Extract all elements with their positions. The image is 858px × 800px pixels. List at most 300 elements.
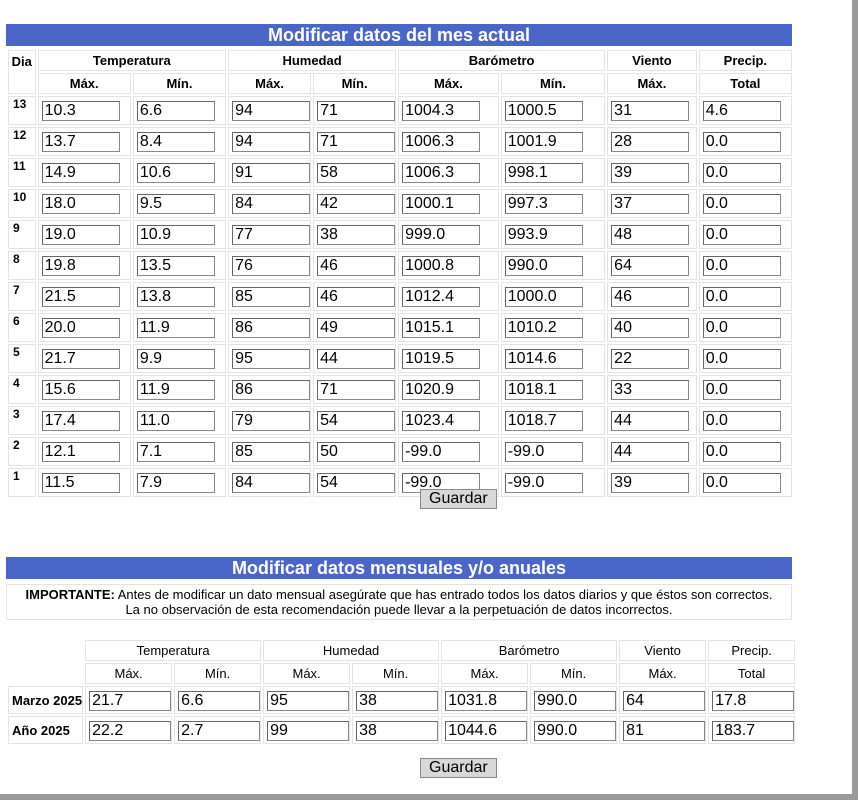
day-label: 6 xyxy=(8,313,36,342)
barometer-header: Barómetro xyxy=(398,50,605,71)
daily-cell xyxy=(228,437,311,466)
monthly-humidity-min-input[interactable] xyxy=(356,691,438,711)
daily-cell xyxy=(607,96,697,125)
barometer-min-subheader: Mín. xyxy=(501,73,605,94)
monthly-cell xyxy=(708,686,795,714)
humidity-max-input[interactable] xyxy=(232,411,310,431)
monthly-cell xyxy=(85,686,172,714)
humidity-min-input[interactable] xyxy=(317,163,395,183)
daily-cell xyxy=(133,127,226,156)
daily-cell xyxy=(133,282,226,311)
daily-cell xyxy=(313,251,396,280)
barometer-max-input[interactable] xyxy=(402,101,480,121)
humidity-max-input[interactable] xyxy=(232,380,310,400)
monthly-humidity-max-input[interactable] xyxy=(267,691,349,711)
barometer-max-input[interactable] xyxy=(402,132,480,152)
daily-cell xyxy=(133,344,226,373)
monthly-barometer-min-subheader: Mín. xyxy=(530,663,617,684)
daily-cell xyxy=(228,158,311,187)
daily-cell xyxy=(38,375,131,404)
temp-min-input[interactable] xyxy=(137,225,215,245)
monthly-temp-min-input[interactable] xyxy=(178,721,260,741)
daily-cell xyxy=(398,406,499,435)
monthly-subheader-row xyxy=(8,663,795,684)
monthly-humidity-min-subheader: Mín. xyxy=(352,663,439,684)
wind-header: Viento xyxy=(607,50,697,71)
daily-cell xyxy=(501,251,605,280)
daily-cell xyxy=(313,282,396,311)
monthly-cell xyxy=(263,716,350,744)
daily-cell xyxy=(133,375,226,404)
daily-cell xyxy=(38,468,131,497)
temp-min-subheader: Mín. xyxy=(133,73,226,94)
barometer-min-input[interactable] xyxy=(505,101,583,121)
humidity-min-input[interactable] xyxy=(317,256,395,276)
daily-row xyxy=(8,313,792,342)
daily-section-title: Modificar datos del mes actual xyxy=(6,24,792,46)
humidity-max-input[interactable] xyxy=(232,225,310,245)
daily-cell xyxy=(133,313,226,342)
humidity-min-input[interactable] xyxy=(317,318,395,338)
daily-row xyxy=(8,437,792,466)
daily-cell xyxy=(501,468,605,497)
daily-cell xyxy=(607,313,697,342)
daily-row xyxy=(8,406,792,435)
monthly-cell xyxy=(85,716,172,744)
daily-cell xyxy=(398,96,499,125)
monthly-temp-min-input[interactable] xyxy=(178,691,260,711)
monthly-cell xyxy=(530,686,617,714)
monthly-temp-max-input[interactable] xyxy=(89,691,171,711)
daily-cell xyxy=(699,96,792,125)
daily-cell xyxy=(228,313,311,342)
daily-cell xyxy=(398,375,499,404)
daily-row xyxy=(8,220,792,249)
daily-cell xyxy=(38,282,131,311)
daily-cell xyxy=(133,189,226,218)
monthly-temp-max-input[interactable] xyxy=(89,721,171,741)
temp-max-input[interactable] xyxy=(42,318,120,338)
daily-cell xyxy=(228,344,311,373)
monthly-cell xyxy=(174,686,261,714)
wind-max-input[interactable] xyxy=(611,411,689,431)
daily-cell xyxy=(607,220,697,249)
barometer-min-input[interactable] xyxy=(505,349,583,369)
barometer-max-input[interactable] xyxy=(402,318,480,338)
barometer-max-input[interactable] xyxy=(402,256,480,276)
daily-cell xyxy=(607,375,697,404)
daily-row xyxy=(8,468,792,497)
temp-max-input[interactable] xyxy=(42,349,120,369)
daily-cell xyxy=(228,251,311,280)
wind-max-input[interactable] xyxy=(611,163,689,183)
monthly-subheader-spacer xyxy=(8,663,83,684)
daily-cell xyxy=(398,282,499,311)
wind-max-input[interactable] xyxy=(611,318,689,338)
temp-max-input[interactable] xyxy=(42,132,120,152)
humidity-max-input[interactable] xyxy=(232,194,310,214)
daily-row xyxy=(8,96,792,125)
monthly-humidity-header: Humedad xyxy=(263,640,439,661)
barometer-max-input[interactable] xyxy=(402,380,480,400)
daily-cell xyxy=(699,127,792,156)
monthly-row xyxy=(8,716,795,744)
daily-cell xyxy=(38,406,131,435)
monthly-precip-header: Precip. xyxy=(708,640,795,661)
daily-cell xyxy=(313,158,396,187)
daily-cell xyxy=(501,437,605,466)
daily-cell xyxy=(133,437,226,466)
important-notice xyxy=(6,584,792,620)
barometer-min-input[interactable] xyxy=(505,442,583,462)
period-label: Año 2025 xyxy=(8,716,83,744)
barometer-min-input[interactable] xyxy=(505,473,583,493)
day-label: 8 xyxy=(8,251,36,280)
daily-cell xyxy=(699,251,792,280)
humidity-max-input[interactable] xyxy=(232,442,310,462)
daily-cell xyxy=(38,189,131,218)
precip-total-input[interactable] xyxy=(703,194,781,214)
daily-cell xyxy=(699,406,792,435)
temp-min-input[interactable] xyxy=(137,163,215,183)
daily-cell xyxy=(133,220,226,249)
daily-cell xyxy=(699,344,792,373)
daily-row xyxy=(8,282,792,311)
temp-min-input[interactable] xyxy=(137,318,215,338)
barometer-max-input[interactable] xyxy=(402,194,480,214)
precip-total-input[interactable] xyxy=(703,411,781,431)
precip-total-input[interactable] xyxy=(703,225,781,245)
daily-cell xyxy=(607,158,697,187)
precip-total-input[interactable] xyxy=(703,349,781,369)
daily-cell xyxy=(398,189,499,218)
temp-min-input[interactable] xyxy=(137,380,215,400)
monthly-data-table xyxy=(6,638,797,746)
monthly-wind-header: Viento xyxy=(619,640,706,661)
daily-cell xyxy=(133,468,226,497)
precip-total-input[interactable] xyxy=(703,318,781,338)
barometer-min-input[interactable] xyxy=(505,287,583,307)
temp-max-subheader: Máx. xyxy=(38,73,131,94)
barometer-min-input[interactable] xyxy=(505,256,583,276)
barometer-min-input[interactable] xyxy=(505,194,583,214)
daily-cell xyxy=(133,96,226,125)
daily-cell xyxy=(228,189,311,218)
wind-max-input[interactable] xyxy=(611,349,689,369)
daily-cell xyxy=(38,313,131,342)
monthly-temp-max-subheader: Máx. xyxy=(85,663,172,684)
barometer-min-input[interactable] xyxy=(505,225,583,245)
wind-max-input[interactable] xyxy=(611,132,689,152)
save-monthly-button[interactable]: Guardar xyxy=(420,758,497,778)
humidity-min-input[interactable] xyxy=(317,225,395,245)
daily-cell xyxy=(228,282,311,311)
day-label: 1 xyxy=(8,468,36,497)
daily-row xyxy=(8,189,792,218)
barometer-max-input[interactable] xyxy=(402,163,480,183)
day-column-header: Dia xyxy=(8,50,36,94)
daily-row xyxy=(8,344,792,373)
wind-max-input[interactable] xyxy=(611,380,689,400)
daily-row xyxy=(8,158,792,187)
important-text-line2: La no observación de esta recomendación puede llevar a la perpetuación de datos incorrectos. xyxy=(125,602,673,617)
barometer-min-input[interactable] xyxy=(505,163,583,183)
daily-cell xyxy=(313,344,396,373)
temp-min-input[interactable] xyxy=(137,194,215,214)
temp-max-input[interactable] xyxy=(42,473,120,493)
temp-min-input[interactable] xyxy=(137,287,215,307)
barometer-min-input[interactable] xyxy=(505,318,583,338)
precip-total-input[interactable] xyxy=(703,132,781,152)
humidity-min-subheader: Mín. xyxy=(313,73,396,94)
daily-cell xyxy=(699,375,792,404)
daily-cell xyxy=(313,437,396,466)
barometer-min-input[interactable] xyxy=(505,380,583,400)
barometer-max-input[interactable] xyxy=(402,411,480,431)
day-label: 9 xyxy=(8,220,36,249)
temp-max-input[interactable] xyxy=(42,225,120,245)
daily-cell xyxy=(501,344,605,373)
humidity-max-input[interactable] xyxy=(232,318,310,338)
monthly-barometer-max-input[interactable] xyxy=(445,691,527,711)
daily-subheader-row xyxy=(8,73,792,94)
daily-cell xyxy=(501,375,605,404)
day-label: 2 xyxy=(8,437,36,466)
temp-max-input[interactable] xyxy=(42,194,120,214)
barometer-max-input[interactable] xyxy=(402,225,480,245)
daily-cell xyxy=(38,344,131,373)
monthly-cell xyxy=(619,716,706,744)
daily-cell xyxy=(38,220,131,249)
precip-total-input[interactable] xyxy=(703,163,781,183)
monthly-cell xyxy=(441,686,528,714)
monthly-wind-max-input[interactable] xyxy=(623,691,705,711)
save-daily-button[interactable]: Guardar xyxy=(420,489,497,509)
temp-min-input[interactable] xyxy=(137,442,215,462)
temp-max-input[interactable] xyxy=(42,411,120,431)
barometer-min-input[interactable] xyxy=(505,411,583,431)
temp-min-input[interactable] xyxy=(137,411,215,431)
daily-cell xyxy=(607,468,697,497)
daily-cell xyxy=(607,437,697,466)
barometer-max-input[interactable] xyxy=(402,442,480,462)
daily-cell xyxy=(398,251,499,280)
daily-cell xyxy=(501,189,605,218)
daily-row xyxy=(8,127,792,156)
humidity-min-input[interactable] xyxy=(317,194,395,214)
daily-cell xyxy=(699,189,792,218)
temp-max-input[interactable] xyxy=(42,256,120,276)
temp-min-input[interactable] xyxy=(137,349,215,369)
monthly-cell xyxy=(441,716,528,744)
daily-cell xyxy=(38,437,131,466)
barometer-min-input[interactable] xyxy=(505,132,583,152)
daily-cell xyxy=(228,468,311,497)
daily-cell xyxy=(228,127,311,156)
day-label: 12 xyxy=(8,127,36,156)
daily-cell xyxy=(501,282,605,311)
monthly-temperature-header: Temperatura xyxy=(85,640,261,661)
monthly-temp-min-subheader: Mín. xyxy=(174,663,261,684)
daily-cell xyxy=(398,313,499,342)
day-label: 10 xyxy=(8,189,36,218)
precip-total-input[interactable] xyxy=(703,256,781,276)
wind-max-input[interactable] xyxy=(611,256,689,276)
monthly-cell xyxy=(530,716,617,744)
monthly-row xyxy=(8,686,795,714)
daily-cell xyxy=(313,127,396,156)
period-label: Marzo 2025 xyxy=(8,686,83,714)
wind-max-input[interactable] xyxy=(611,225,689,245)
daily-cell xyxy=(699,313,792,342)
monthly-barometer-max-subheader: Máx. xyxy=(441,663,528,684)
daily-cell xyxy=(699,158,792,187)
humidity-max-input[interactable] xyxy=(232,287,310,307)
day-label: 7 xyxy=(8,282,36,311)
daily-cell xyxy=(501,158,605,187)
humidity-min-input[interactable] xyxy=(317,411,395,431)
daily-cell xyxy=(699,282,792,311)
monthly-barometer-max-input[interactable] xyxy=(445,721,527,741)
day-label: 5 xyxy=(8,344,36,373)
monthly-wind-max-input[interactable] xyxy=(623,721,705,741)
humidity-max-input[interactable] xyxy=(232,132,310,152)
daily-cell xyxy=(607,189,697,218)
humidity-max-subheader: Máx. xyxy=(228,73,311,94)
humidity-min-input[interactable] xyxy=(317,442,395,462)
daily-cell xyxy=(501,220,605,249)
humidity-max-input[interactable] xyxy=(232,349,310,369)
daily-cell xyxy=(313,406,396,435)
monthly-precip-total-subheader: Total xyxy=(708,663,795,684)
temp-max-input[interactable] xyxy=(42,287,120,307)
daily-cell xyxy=(398,220,499,249)
humidity-min-input[interactable] xyxy=(317,101,395,121)
monthly-cell xyxy=(352,716,439,744)
precip-total-input[interactable] xyxy=(703,442,781,462)
daily-header-row xyxy=(8,50,792,71)
monthly-humidity-max-subheader: Máx. xyxy=(263,663,350,684)
day-label: 4 xyxy=(8,375,36,404)
daily-cell xyxy=(228,375,311,404)
daily-cell xyxy=(38,96,131,125)
daily-cell xyxy=(313,468,396,497)
barometer-max-input[interactable] xyxy=(402,287,480,307)
monthly-cell xyxy=(263,686,350,714)
daily-cell xyxy=(133,406,226,435)
precip-total-input[interactable] xyxy=(703,380,781,400)
daily-cell xyxy=(607,282,697,311)
window-frame-bottom xyxy=(0,794,858,800)
daily-cell xyxy=(501,406,605,435)
daily-cell xyxy=(313,313,396,342)
daily-cell xyxy=(133,251,226,280)
wind-max-subheader: Máx. xyxy=(607,73,697,94)
temperature-header: Temperatura xyxy=(38,50,226,71)
daily-cell xyxy=(699,468,792,497)
monthly-cell xyxy=(619,686,706,714)
daily-cell xyxy=(398,127,499,156)
humidity-min-input[interactable] xyxy=(317,287,395,307)
monthly-humidity-max-input[interactable] xyxy=(267,721,349,741)
daily-cell xyxy=(398,344,499,373)
daily-cell xyxy=(228,406,311,435)
temp-min-input[interactable] xyxy=(137,101,215,121)
monthly-wind-max-subheader: Máx. xyxy=(619,663,706,684)
daily-cell xyxy=(699,437,792,466)
daily-cell xyxy=(313,375,396,404)
humidity-min-input[interactable] xyxy=(317,473,395,493)
temp-min-input[interactable] xyxy=(137,256,215,276)
day-label: 13 xyxy=(8,96,36,125)
humidity-max-input[interactable] xyxy=(232,256,310,276)
temp-max-input[interactable] xyxy=(42,163,120,183)
humidity-min-input[interactable] xyxy=(317,349,395,369)
humidity-max-input[interactable] xyxy=(232,473,310,493)
daily-cell xyxy=(38,158,131,187)
daily-row xyxy=(8,375,792,404)
monthly-barometer-min-input[interactable] xyxy=(534,721,616,741)
wind-max-input[interactable] xyxy=(611,194,689,214)
daily-cell xyxy=(398,437,499,466)
wind-max-input[interactable] xyxy=(611,287,689,307)
monthly-header-spacer xyxy=(8,640,83,661)
monthly-barometer-min-input[interactable] xyxy=(534,691,616,711)
daily-cell xyxy=(699,220,792,249)
precip-total-subheader: Total xyxy=(699,73,792,94)
temp-max-input[interactable] xyxy=(42,442,120,462)
temp-min-input[interactable] xyxy=(137,132,215,152)
temp-max-input[interactable] xyxy=(42,101,120,121)
temp-min-input[interactable] xyxy=(137,473,215,493)
temp-max-input[interactable] xyxy=(42,380,120,400)
precip-total-input[interactable] xyxy=(703,287,781,307)
monthly-barometer-header: Barómetro xyxy=(441,640,617,661)
daily-cell xyxy=(313,189,396,218)
daily-cell xyxy=(501,127,605,156)
monthly-cell xyxy=(352,686,439,714)
barometer-max-input[interactable] xyxy=(402,349,480,369)
important-text-line1: Antes de modificar un dato mensual asegúrate que has entrado todos los datos diarios y que éstos son correctos. xyxy=(117,587,773,602)
wind-max-input[interactable] xyxy=(611,101,689,121)
monthly-precip-total-input[interactable] xyxy=(712,691,794,711)
daily-data-table xyxy=(6,48,794,499)
monthly-cell xyxy=(708,716,795,744)
humidity-min-input[interactable] xyxy=(317,380,395,400)
humidity-max-input[interactable] xyxy=(232,163,310,183)
daily-cell xyxy=(228,220,311,249)
monthly-header-row xyxy=(8,640,795,661)
barometer-max-subheader: Máx. xyxy=(398,73,499,94)
precip-total-input[interactable] xyxy=(703,473,781,493)
monthly-precip-total-input[interactable] xyxy=(712,721,794,741)
important-label: IMPORTANTE: xyxy=(25,587,115,602)
humidity-max-input[interactable] xyxy=(232,101,310,121)
wind-max-input[interactable] xyxy=(611,473,689,493)
precip-total-input[interactable] xyxy=(703,101,781,121)
daily-cell xyxy=(607,406,697,435)
wind-max-input[interactable] xyxy=(611,442,689,462)
daily-cell xyxy=(607,344,697,373)
monthly-section-title: Modificar datos mensuales y/o anuales xyxy=(6,557,792,579)
monthly-cell xyxy=(174,716,261,744)
precip-header: Precip. xyxy=(699,50,792,71)
daily-cell xyxy=(501,313,605,342)
daily-row xyxy=(8,251,792,280)
daily-cell xyxy=(38,127,131,156)
humidity-min-input[interactable] xyxy=(317,132,395,152)
monthly-humidity-min-input[interactable] xyxy=(356,721,438,741)
